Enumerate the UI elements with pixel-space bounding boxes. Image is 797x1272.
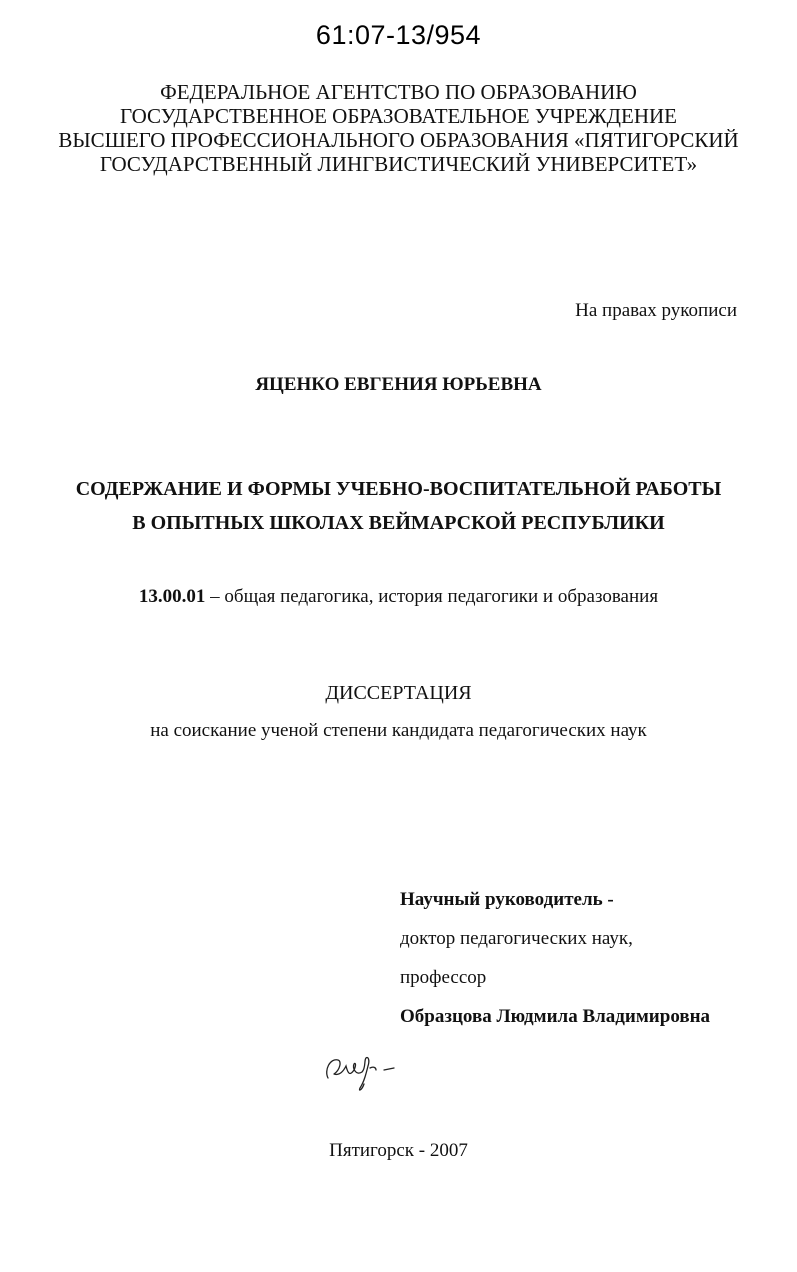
specialty-code: 13.00.01 xyxy=(138,586,206,607)
title-line: В ОПЫТНЫХ ШКОЛАХ ВЕЙМАРСКОЙ РЕСПУБЛИКИ xyxy=(132,512,665,534)
title-line: СОДЕРЖАНИЕ И ФОРМЫ УЧЕБНО-ВОСПИТАТЕЛЬНОЙ РАБОТЫ xyxy=(75,478,722,500)
institution-line: ГОСУДАРСТВЕННОЕ ОБРАЗОВАТЕЛЬНОЕ УЧРЕЖДЕНИЕ xyxy=(120,104,677,128)
dissertation-label: ДИССЕРТАЦИЯ xyxy=(325,682,472,704)
specialty-line xyxy=(0,586,797,608)
author-name: ЯЦЕНКО ЕВГЕНИЯ ЮРЬЕВНА xyxy=(255,374,542,395)
archive-stamp-number: 61:07-13/954 xyxy=(315,20,482,50)
supervisor-degree: доктор педагогических наук, xyxy=(400,928,633,949)
city-and-year: Пятигорск - 2007 xyxy=(329,1140,468,1161)
supervisor-heading: Научный руководитель - xyxy=(400,889,614,910)
dissertation-title xyxy=(0,472,797,540)
institution-line: ФЕДЕРАЛЬНОЕ АГЕНТСТВО ПО ОБРАЗОВАНИЮ xyxy=(160,80,637,104)
specialty-text: – общая педагогика, история педагогики и образования xyxy=(205,586,659,607)
supervisor-block xyxy=(400,880,710,1036)
signature-icon xyxy=(320,1030,410,1100)
dissertation-degree: на соискание ученой степени кандидата педагогических наук xyxy=(150,720,647,741)
institution-block xyxy=(0,80,797,176)
manuscript-note: На правах рукописи xyxy=(575,300,737,321)
supervisor-rank: профессор xyxy=(400,967,487,988)
institution-line: ВЫСШЕГО ПРОФЕССИОНАЛЬНОГО ОБРАЗОВАНИЯ «ПЯТИГОРСКИЙ xyxy=(58,128,739,152)
institution-line: ГОСУДАРСТВЕННЫЙ ЛИНГВИСТИЧЕСКИЙ УНИВЕРСИТЕТ» xyxy=(99,152,698,176)
supervisor-name: Образцова Людмила Владимировна xyxy=(400,1006,711,1027)
